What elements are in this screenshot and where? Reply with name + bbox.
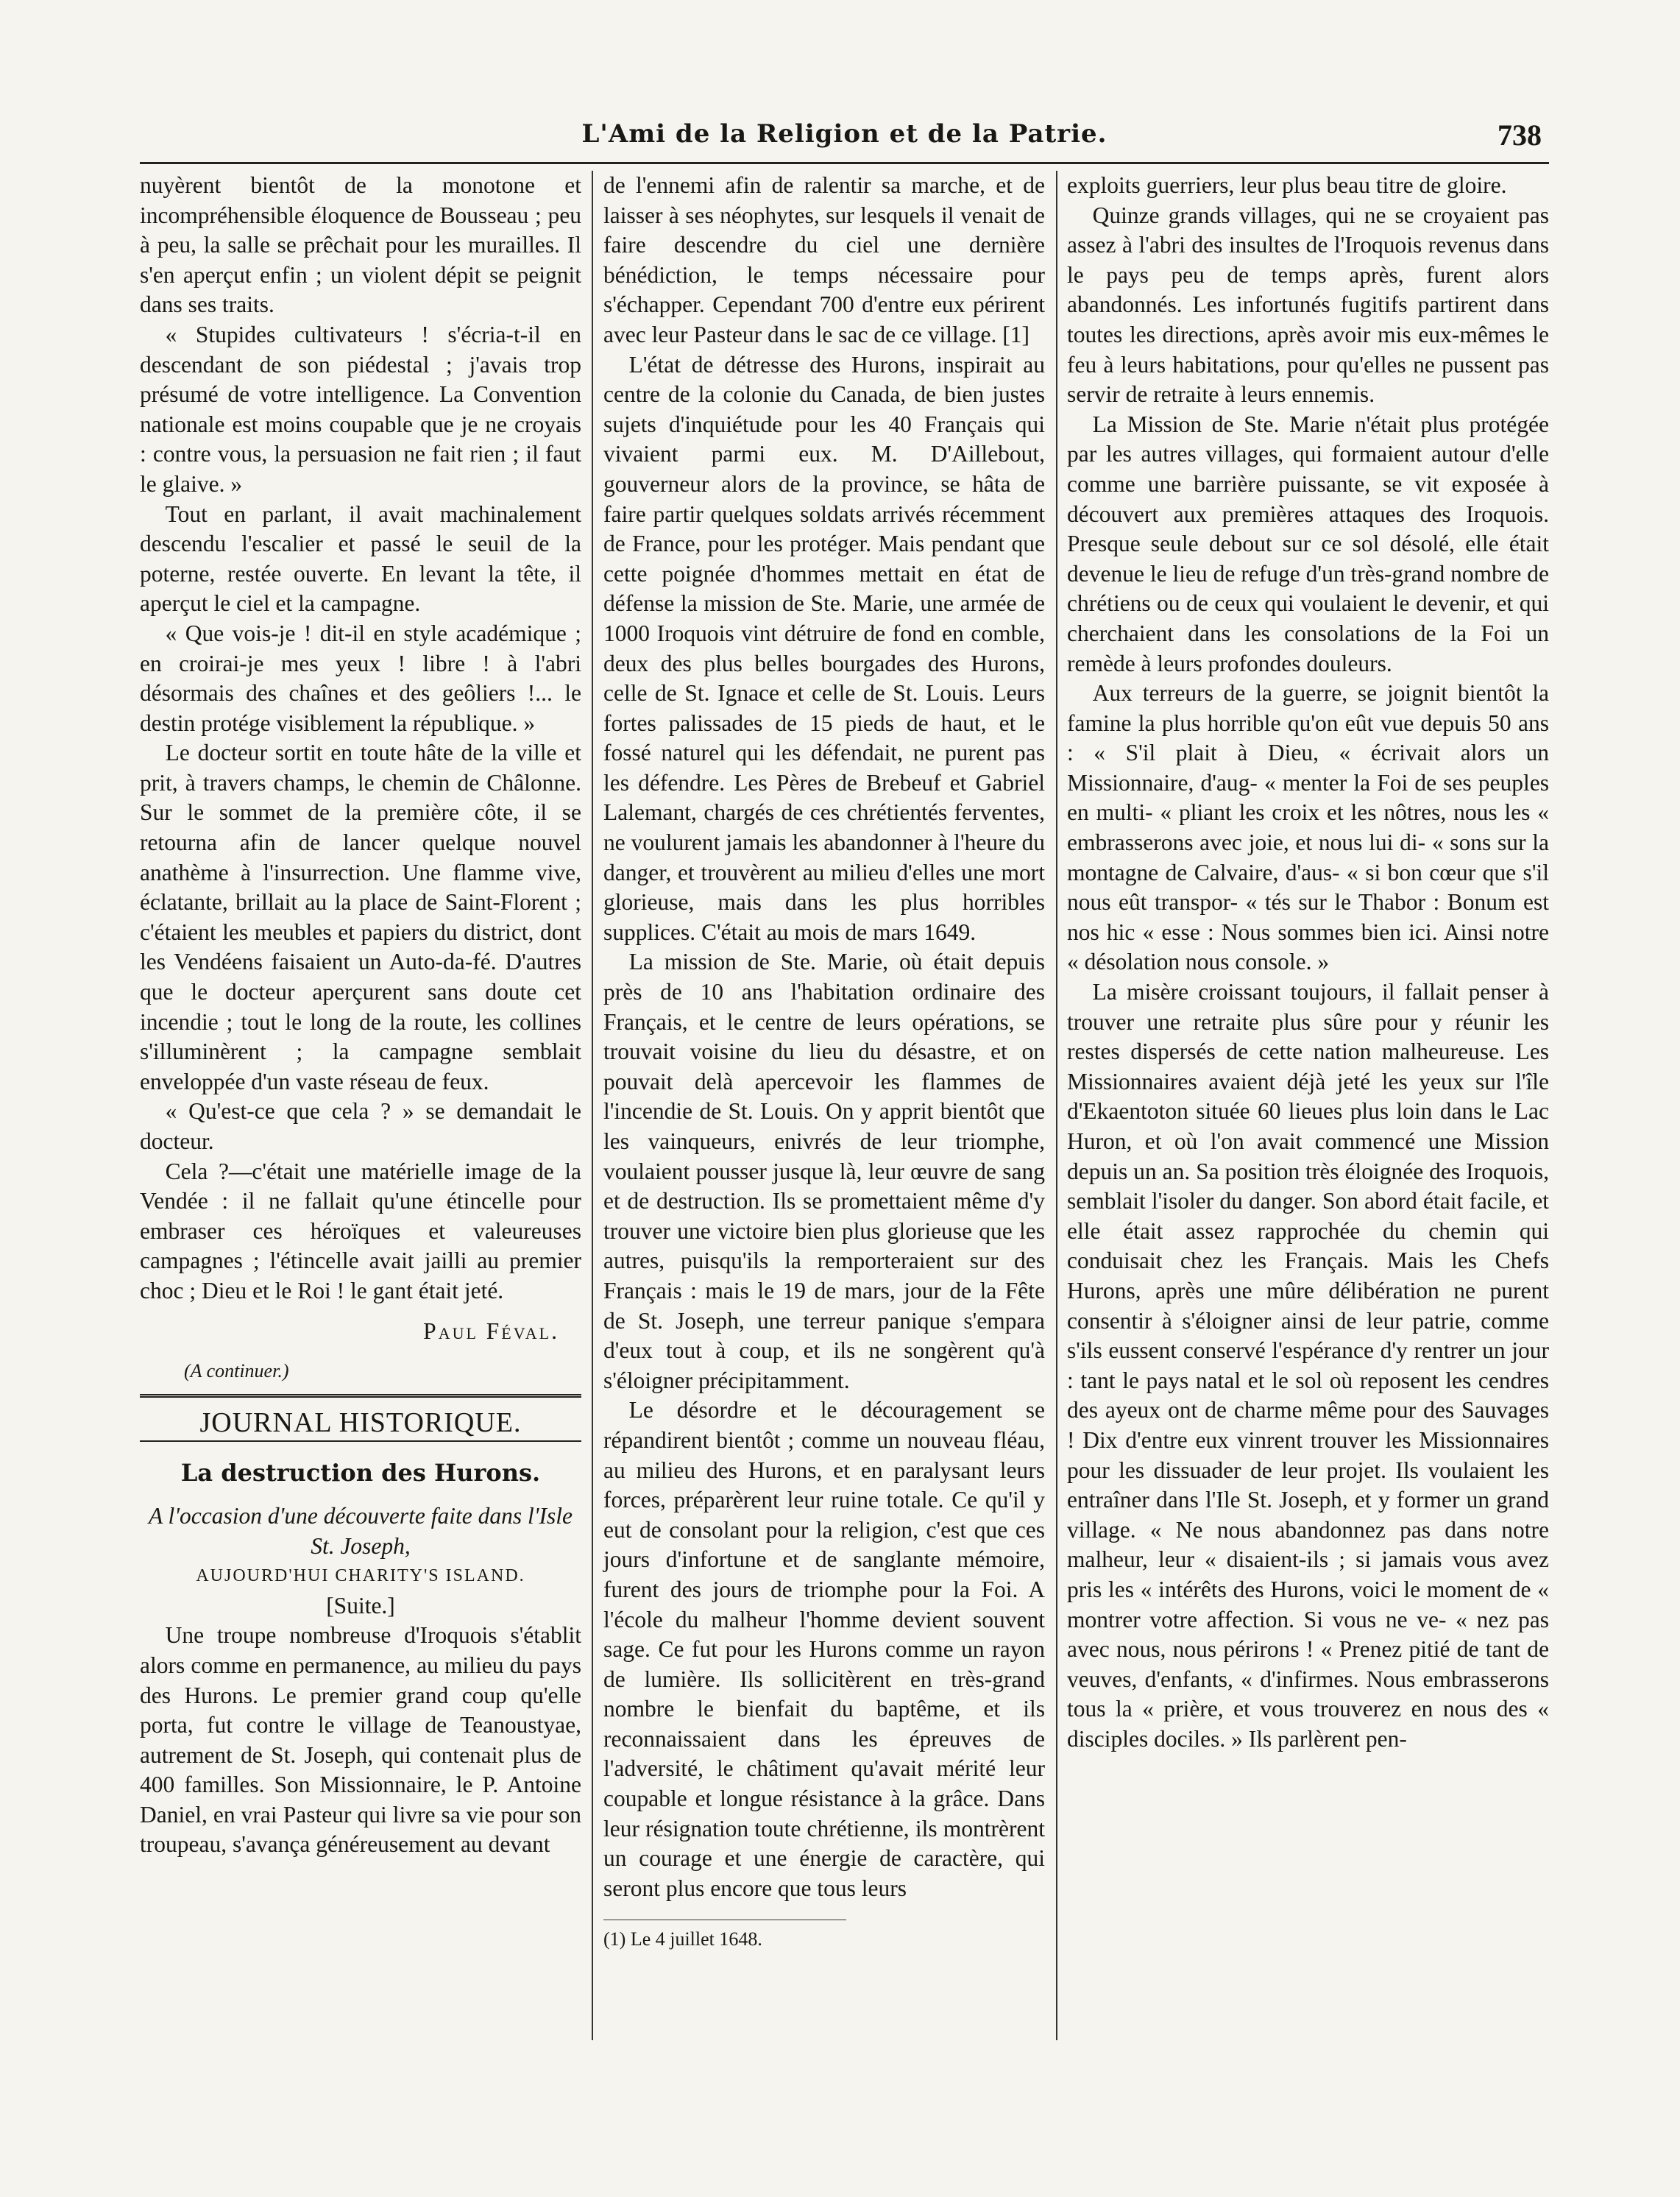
paragraph: « Qu'est-ce que cela ? » se demandait le docteur. [140, 1098, 581, 1154]
column-1 [140, 171, 581, 1860]
paragraph: La Mission de Ste. Marie n'était plus protégée par les autres villages, qui formaient autour d'elle comme une barrière puissante, se vit exposée à découvert aux premières attaques des Iroquois. Presque seule debout sur ce sol désolé, elle était devenue le lieu de refuge d'un très-grand nombre de chrétiens ou de ceux qui voulaient le devenir, et qui cherchaient dans les consolations de la Foi un remède à leurs profondes douleurs. [1067, 411, 1549, 676]
paragraph: Le désordre et le découragement se répandirent bientôt ; comme un nouveau fléau, au milieu des Hurons, et en paralysant leurs forces, préparèrent leur ruine totale. Ce qu'il y eut de consolant pour la religion, c'est que ces jours d'infortune et de sanglante mémoire, furent des jours de triomphe pour la Foi. A l'école du malheur l'homme devient souvent sage. Ce fut pour les Hurons comme un rayon de lumière. Ils sollicitèrent en très-grand nombre le bienfait du baptême, et ils reconnaissaient dans les épreuves de l'adversité, le châtiment qu'avait mérité leur coupable et longue résistance à la grâce. Dans leur résignation toute chrétienne, ils montrèrent un courage et une énergie de caractère, qui seront plus encore que tous leurs [603, 1397, 1045, 1901]
to-be-continued: (A continuer.) [184, 1360, 289, 1382]
column-divider [1056, 171, 1057, 2040]
masthead: L'Ami de la Religion et de la Patrie. [581, 119, 1107, 149]
paragraph: Quinze grands villages, qui ne se croyaient pas assez à l'abri des insultes de l'Iroquois revenus dans le pays peu de temps après, furent alors abandonnés. Les infortunés fugitifs partirent dans toutes les directions, après avoir mis eux-mêmes le feu à leurs habitations, pour qu'elles ne pussent pas servir de retraite à leurs ennemis. [1067, 202, 1549, 408]
paragraph: nuyèrent bientôt de la monotone et incompréhensible éloquence de Bousseau ; peu à peu, la salle se prêchait pour les murailles. Il s'en aperçut enfin ; un violent dépit se peignit dans ses traits. [140, 172, 581, 318]
section-divider [140, 1394, 581, 1398]
column-2 [603, 171, 1045, 1955]
newspaper-page [140, 118, 1549, 2164]
paragraph: La misère croissant toujours, il fallait penser à trouver une retraite plus sûre pour y réunir les restes dispersés de cette nation malheureuse. Les Missionnaires avaient déjà jeté les yeux sur l'île d'Ekaentoton située 60 lieues plus loin dans le Lac Huron, et où l'on avait commencé une Mission depuis un an. Sa position très éloignée des Iroquois, semblait l'isoler du danger. Son abord était facile, et elle était assez rapprochée du chemin qui conduisait chez les Français. Mais les Chefs Hurons, après une mûre délibération ne purent consentir à s'éloigner ainsi de leur patrie, comme s'ils eussent conservé l'espérance d'y rentrer un jour : tant le pays natal et le sol où reposent les cendres des ayeux ont de charme même pour des Sauvages ! Dix d'entre eux vinrent trouver les Missionnaires pour les dissuader de leur projet. Ils voulaient les entraîner dans l'Ile St. Joseph, et y former un grand village. « Ne nous abandonnez pas dans notre malheur, leur « disaient-ils ; si jamais vous avez pris les « intérêts des Hurons, voici le moment de « montrer votre affection. Si vous ne ve- « nez pas avec nous, nous périrons ! « Prenez pitié de tant de veuves, d'enfants, « d'infirmes. Nous embrasserons tous la « prière, et vous trouverez en nous des « disciples dociles. » Ils parlèrent pen- [1067, 979, 1549, 1752]
author-signature: Paul Féval. [423, 1317, 559, 1344]
paragraph: Cela ?—c'était une matérielle image de la Vendée : il ne fallait qu'une étincelle pour embraser ces héroïques et valeureuses campagnes ; l'étincelle avait jailli au premier choc ; Dieu et le Roi ! le gant était jeté. [140, 1158, 581, 1303]
divider [140, 1440, 581, 1442]
column-3 [1067, 171, 1549, 1754]
paragraph: Tout en parlant, il avait machinalement descendu l'escalier et passé le seuil de la poterne, restée ouverte. En levant la tête, il aperçut le ciel et la campagne. [140, 500, 581, 617]
paragraph: « Stupides cultivateurs ! s'écria-t-il en descendant de son piédestal ; j'avais trop présumé de votre intelligence. La Convention nationale est moins coupable que je ne croyais : contre vous, la persuasion ne fait rien ; il faut le glaive. » [140, 321, 581, 497]
paragraph: Aux terreurs de la guerre, se joignit bientôt la famine la plus horrible qu'on eût vue depuis 50 ans : « S'il plait à Dieu, « écrivait alors un Missionnaire, d'aug- « menter la Foi de ses peuples en multi- « pliant les croix et les nôtres, nous les « embrasserons avec joie, et nous lui di- « sons sur la montagne de Calvaire, d'aus- « si bon cœur que s'il nous eût transpor- « tés sur le Thabor : Bonum est nos hic « esse : Nous sommes bien ici. Ainsi notre « désolation nous console. » [1067, 680, 1549, 975]
paragraph: La mission de Ste. Marie, où était depuis près de 10 ans l'habitation ordinaire des Français, et le centre de leurs opérations, se trouvait voisine du lieu du désastre, et on pouvait delà apercevoir les flammes de l'incendie de St. Louis. On y apprit bientôt que les vainqueurs, enivrés de leur triomphe, voulaient pousser jusque là, leur œuvre de sang et de destruction. Ils se promettaient même d'y trouver une victoire bien plus glorieuse que les autres, puisqu'ils la remporteraient sur des Français : mais le 19 de mars, jour de la Fête de St. Joseph, une terreur panique s'empara d'eux tout à coup, et ils ne songèrent qu'à s'éloigner précipitamment. [603, 949, 1045, 1393]
page-header [140, 118, 1549, 164]
paragraph: exploits guerriers, leur plus beau titre de gloire. [1067, 172, 1507, 198]
column-divider [592, 171, 593, 2040]
paragraph: Une troupe nombreuse d'Iroquois s'établit alors comme en permanence, au milieu du pays des Hurons. Le premier grand coup qu'elle porta, fut contre le village de Teanoustyae, autrement de St. Joseph, qui contenait plus de 400 familles. Son Missionnaire, le P. Antoine Daniel, en vrai Pasteur qui livre sa vie pour son troupeau, s'avança généreusement au devant [140, 1622, 581, 1858]
continuation-marker: [Suite.] [326, 1592, 395, 1618]
page-number: 738 [1498, 118, 1542, 152]
article-subtitle: A l'occasion d'une découverte faite dans l'Isle St. Joseph, [149, 1502, 573, 1559]
article-title: La destruction des Hurons. [180, 1459, 541, 1487]
paragraph: L'état de détresse des Hurons, inspirait au centre de la colonie du Canada, de bien justes sujets d'inquiétude pour les 40 Français qui vivaient parmi eux. M. D'Aillebout, gouverneur alors de la province, se hâta de faire partir quelques soldats arrivés récemment de France, pour les protéger. Mais pendant que cette poignée d'hommes mettait en état de défense la mission de Ste. Marie, une armée de 1000 Iroquois vint détruire de fond en comble, deux des plus belles bourgades des Hurons, celle de St. Ignace et celle de St. Louis. Leurs fortes palissades de 15 pieds de haut, et le fossé naturel qui les défendait, ne purent pas les défendre. Les Pères de Brebeuf et Gabriel Lalemant, chargés de ces chrétientés ferventes, ne voulurent jamais les abandonner à l'heure du danger, et trouvèrent au milieu d'elles une mort glorieuse, mais dans les plus horribles supplices. C'était au mois de mars 1649. [603, 351, 1045, 945]
paragraph: Le docteur sortit en toute hâte de la ville et prit, à travers champs, le chemin de Châlonne. Sur le sommet de la première côte, il se retourna afin de lancer quelque nouvel anathème à l'insurrection. Une flamme vive, éclatante, brillait au la place de Saint-Florent ; c'étaient les meubles et papiers du district, dont les Vendéens faisaient un Auto-da-fé. D'autres que le docteur aperçurent sans doute cet incendie ; tout le long de la route, les collines s'illuminèrent ; la campagne semblait enveloppée d'un vaste réseau de feux. [140, 740, 581, 1094]
paragraph: de l'ennemi afin de ralentir sa marche, et de laisser à ses néophytes, sur lesquels il venait de faire descendre du ciel une dernière bénédiction, le temps nécessaire pour s'échapper. Cependant 700 d'entre eux périrent avec leur Pasteur dans le sac de ce village. [1] [603, 172, 1045, 347]
paragraph: « Que vois-je ! dit-il en style académique ; en croirai-je mes yeux ! libre ! à l'abri désormais des chaînes et des geôliers !... le destin protége visiblement la république. » [140, 620, 581, 736]
footnote: (1) Le 4 juillet 1648. [603, 1928, 762, 1950]
section-title: JOURNAL HISTORIQUE. [199, 1407, 522, 1438]
article-subtitle-2: AUJOURD'HUI CHARITY'S ISLAND. [196, 1566, 525, 1586]
